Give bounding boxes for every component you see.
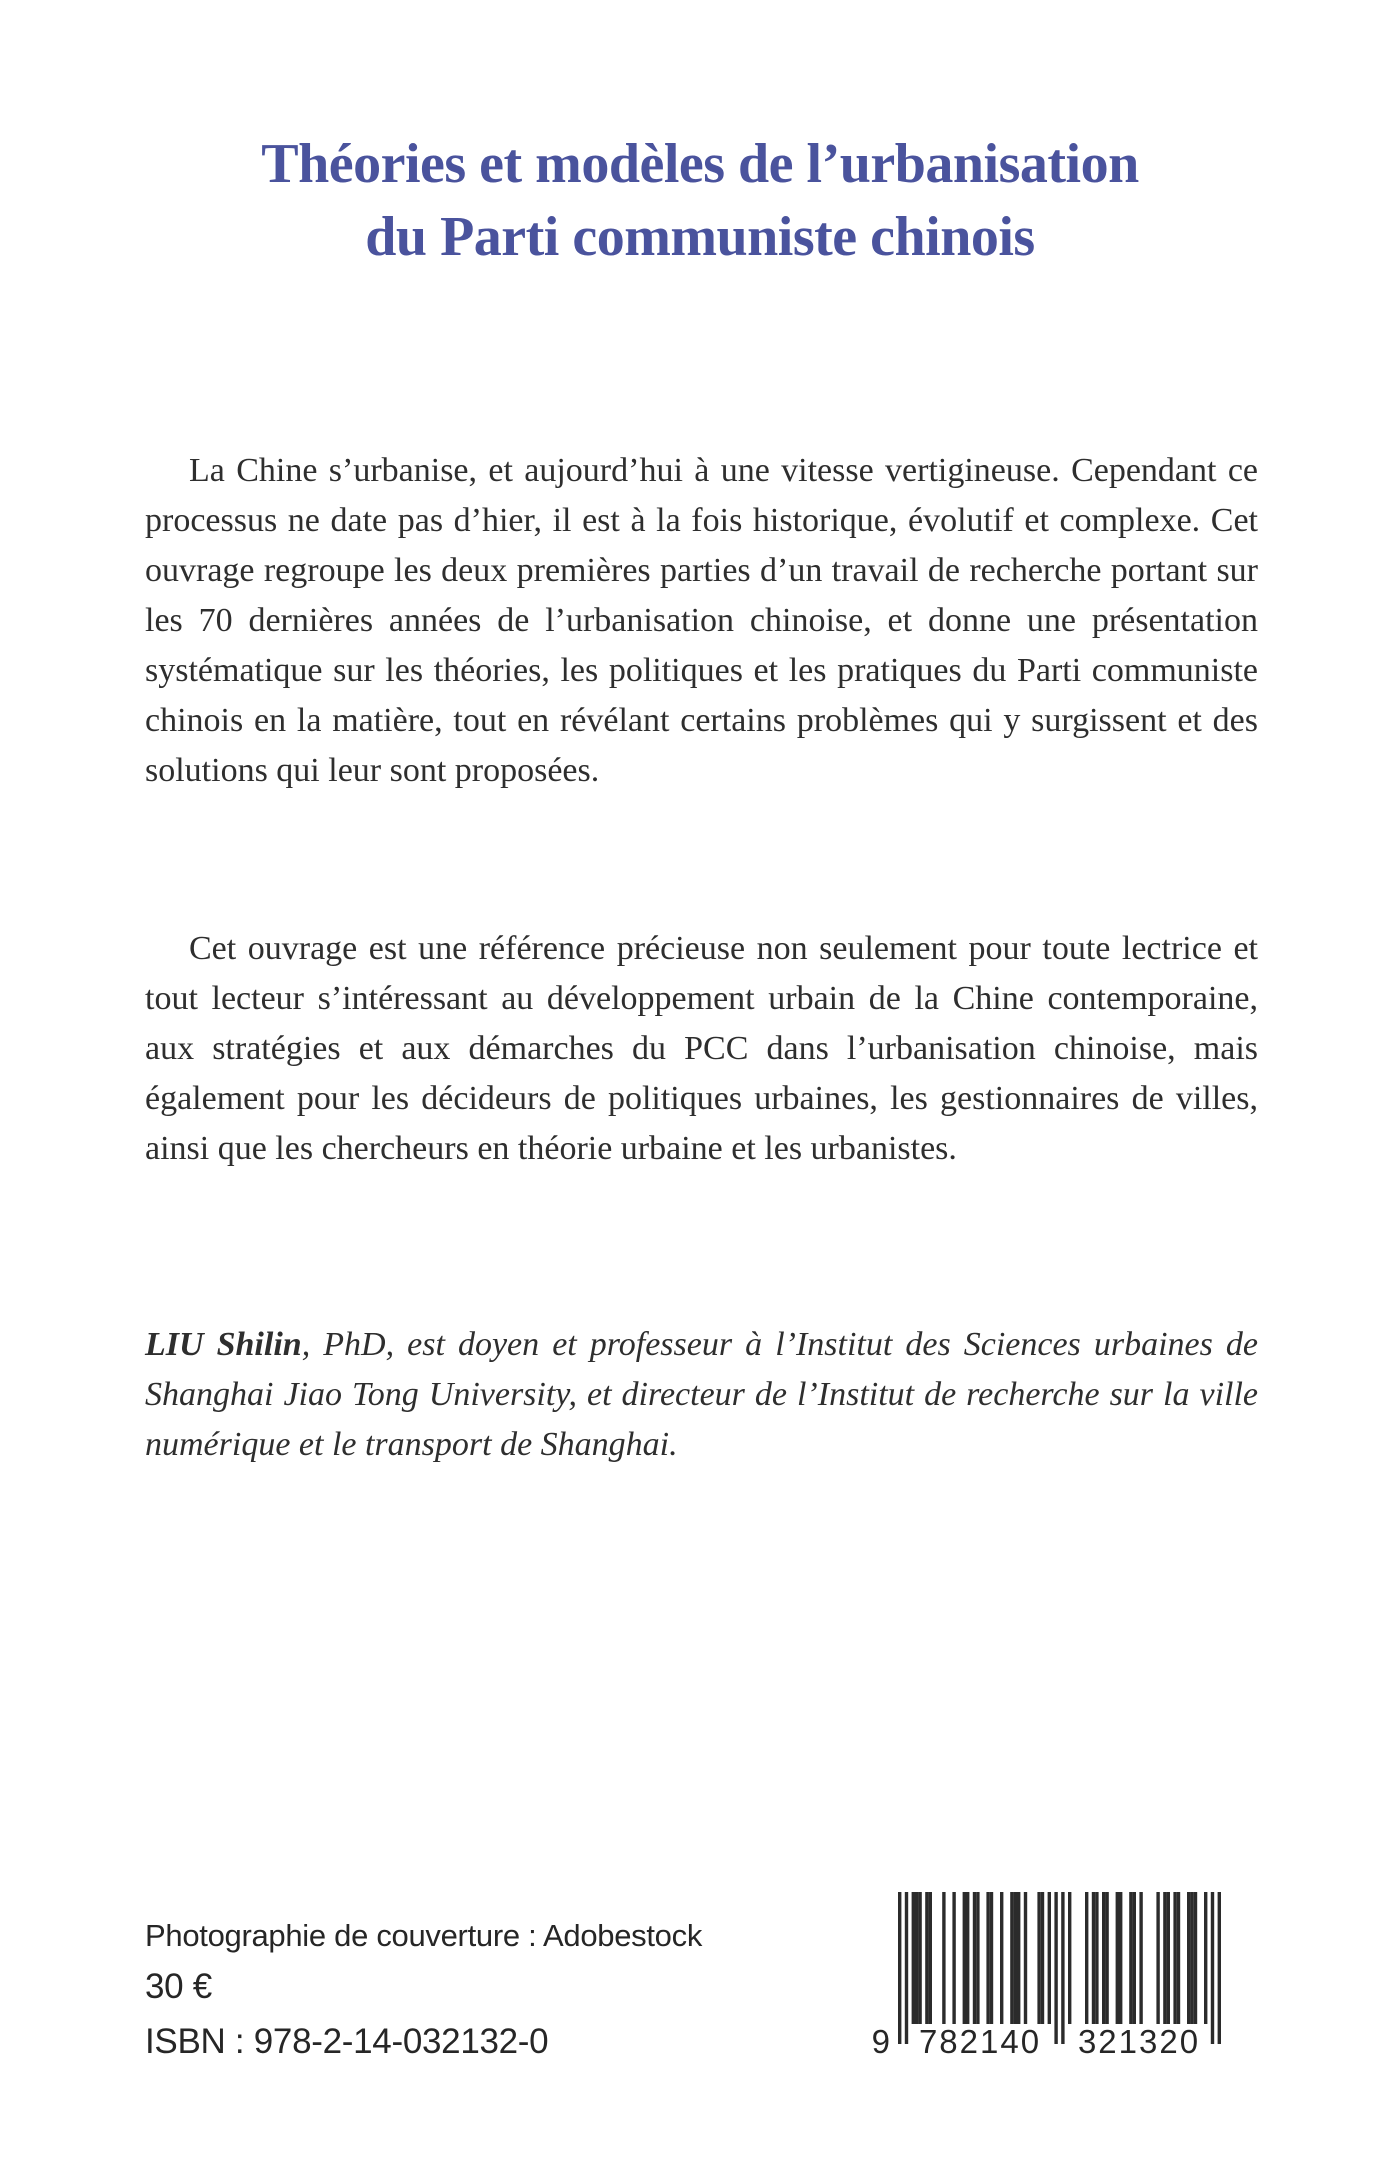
footer-publication-info [145, 1912, 702, 2069]
author-name: LIU Shilin [145, 1326, 302, 1363]
author-bio [145, 1320, 1258, 1470]
cover-photo-credit: Photographie de couverture : Adobestock [145, 1918, 703, 1953]
synopsis-paragraph-2: Cet ouvrage est une référence précieuse non seulement pour toute lectrice et tout lecteur s’intéressant au développement urbain de la Chine contemporaine, aux stratégies et aux démarches du PCC dans l’urbanisation chinoise, mais également pour les décideurs de politiques urbaines, les gestionnaires de villes, ainsi que les chercheurs en théorie urbaine et les urbanistes. [145, 930, 1258, 1167]
price: 30 € [145, 1967, 212, 2006]
synopsis-paragraph-1: La Chine s’urbanise, et aujourd’hui à une vitesse vertigineuse. Cependant ce processus ne date pas d’hier, il est à la fois historique, évolutif et complexe. Cet ouvrage regroupe les deux premières parties d’un travail de recherche portant sur les 70 dernières années de l’urbanisation chinoise, et donne une présentation systématique sur les théories, les politiques et les pratiques du Parti communiste chinois en la matière, tout en révélant certains problèmes qui y surgissent et des solutions qui leur sont proposées. [145, 452, 1258, 789]
barcode-digits-left: 782140 [918, 2023, 1042, 2060]
barcode-block [871, 1892, 1221, 2067]
barcode-digits-right: 321320 [1077, 2023, 1201, 2060]
isbn: ISBN : 978-2-14-032132-0 [145, 2022, 549, 2061]
author-bio-text: , PhD, est doyen et professeur à l’Institut des Sciences urbaines de Shanghai Jiao Tong University, et directeur de l’Institut de recherche sur la ville numérique et le transport de Shanghai. [145, 1326, 1258, 1463]
book-title [0, 128, 1400, 274]
barcode-digit-first: 9 [871, 2023, 892, 2060]
book-title-line-1: Théories et modèles de l’urbanisation [261, 133, 1139, 195]
ean13-barcode [898, 1892, 1221, 2044]
book-title-line-2: du Parti communiste chinois [365, 206, 1035, 268]
